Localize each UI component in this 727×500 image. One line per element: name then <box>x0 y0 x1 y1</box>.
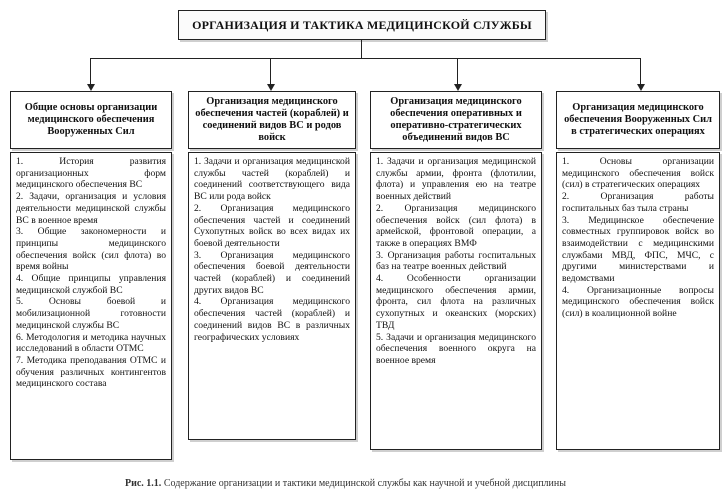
caption-text: Содержание организации и тактики медицинской службы как научной и учебной дисциплины <box>163 478 566 489</box>
column-1-item: 1. История развития организационных форм медицинского обеспечения ВС <box>16 156 166 191</box>
column-4-content <box>556 152 720 450</box>
column-1-item: 7. Методика преподавания ОТМС и обучения различных контингентов медицинского состава <box>16 354 166 390</box>
connector-col3 <box>457 58 458 84</box>
column-1-content <box>10 152 172 460</box>
column-1-title: Общие основы организации медицинского обеспечения Вооруженных Сил <box>24 102 158 137</box>
column-3-content <box>370 152 542 450</box>
column-4-item: 2. Организация работы госпитальных баз тыла страны <box>562 191 714 214</box>
caption-label: Рис. 1.1. <box>125 478 162 489</box>
column-2-item: 4. Организация медицинского обеспечения частей (кораблей) и соединений видов ВС в различных географических условиях <box>194 296 350 343</box>
column-3-item: 1. Задачи и организация медицинской службы армии, фронта (флотилии, флота) и управления ею на театре военных действий <box>376 156 536 203</box>
column-3-item: 3. Организация работы госпитальных баз на театре военных действий <box>376 249 536 273</box>
root-title-box <box>178 10 546 40</box>
column-2-item: 1. Задачи и организация медицинской службы частей (кораблей) и соединений соответствующего вида ВС или рода войск <box>194 156 350 203</box>
arrow-col4 <box>637 84 645 91</box>
arrow-col3 <box>454 84 462 91</box>
arrow-col1 <box>87 84 95 91</box>
column-1-item: 3. Общие закономерности и принципы медицинского обеспечения войск (сил флота) во время войны <box>16 226 166 273</box>
column-1-title-box <box>10 91 172 149</box>
column-3-item: 2. Организация медицинского обеспечения войск (сил флота) в армейской, фронтовой операции, а также в операциях ВМФ <box>376 202 536 249</box>
column-4-item: 3. Медицинское обеспечение совместных группировок войск во взаимодействии с медицинскими службами МВД, ФПС, МЧС, с другими министерствами и ведомствами <box>562 214 714 285</box>
column-2-item: 3. Организация медицинского обеспечения боевой деятельности частей (кораблей) и соединений других видов ВС <box>194 249 350 296</box>
connector-root-stem <box>361 40 362 58</box>
column-1-item: 4. Общие принципы управления медицинской службой ВС <box>16 273 166 296</box>
connector-col1 <box>90 58 91 84</box>
column-3-item: 5. Задачи и организация медицинского обеспечения военного округа на военное время <box>376 331 536 366</box>
figure-caption <box>125 478 685 489</box>
column-4-title-box <box>556 91 720 149</box>
connector-horizontal <box>90 58 640 59</box>
column-1-item: 5. Основы боевой и мобилизационной готовности медицинской службы ВС <box>16 296 166 331</box>
column-2-title-box <box>188 91 356 149</box>
connector-col2 <box>270 58 271 84</box>
column-4-item: 4. Организационные вопросы медицинского обеспечения войск (сил) в коалиционной войне <box>562 284 714 320</box>
column-2-content <box>188 152 356 440</box>
column-3-item: 4. Особенности организации медицинского обеспечения армии, фронта, сил флота на различных сухопутных и океанских (морских) ТВД <box>376 273 536 331</box>
column-4-title: Организация медицинского обеспечения Вооруженных Сил в стратегических операциях <box>564 102 712 137</box>
column-3-title-box <box>370 91 542 149</box>
column-2-item: 2. Организация медицинского обеспечения частей и соединений Сухопутных войск во всех видах их боевой деятельности <box>194 202 350 249</box>
column-1-item: 6. Методология и методика научных исследований в области ОТМС <box>16 331 166 355</box>
column-1-item: 2. Задачи, организация и условия деятельности медицинской службы ВС в военное время <box>16 191 166 226</box>
connector-col4 <box>640 58 641 84</box>
column-4-item: 1. Основы организации медицинского обеспечения войск (сил) в стратегических операциях <box>562 156 714 191</box>
root-title: ОРГАНИЗАЦИЯ И ТАКТИКА МЕДИЦИНСКОЙ СЛУЖБЫ <box>192 17 532 32</box>
arrow-col2 <box>267 84 275 91</box>
column-3-title: Организация медицинского обеспечения оперативных и оперативно-стратегических объединений видов ВС <box>390 96 522 143</box>
column-2-title: Организация медицинского обеспечения частей (кораблей) и соединений видов ВС и родов войск <box>195 96 349 143</box>
